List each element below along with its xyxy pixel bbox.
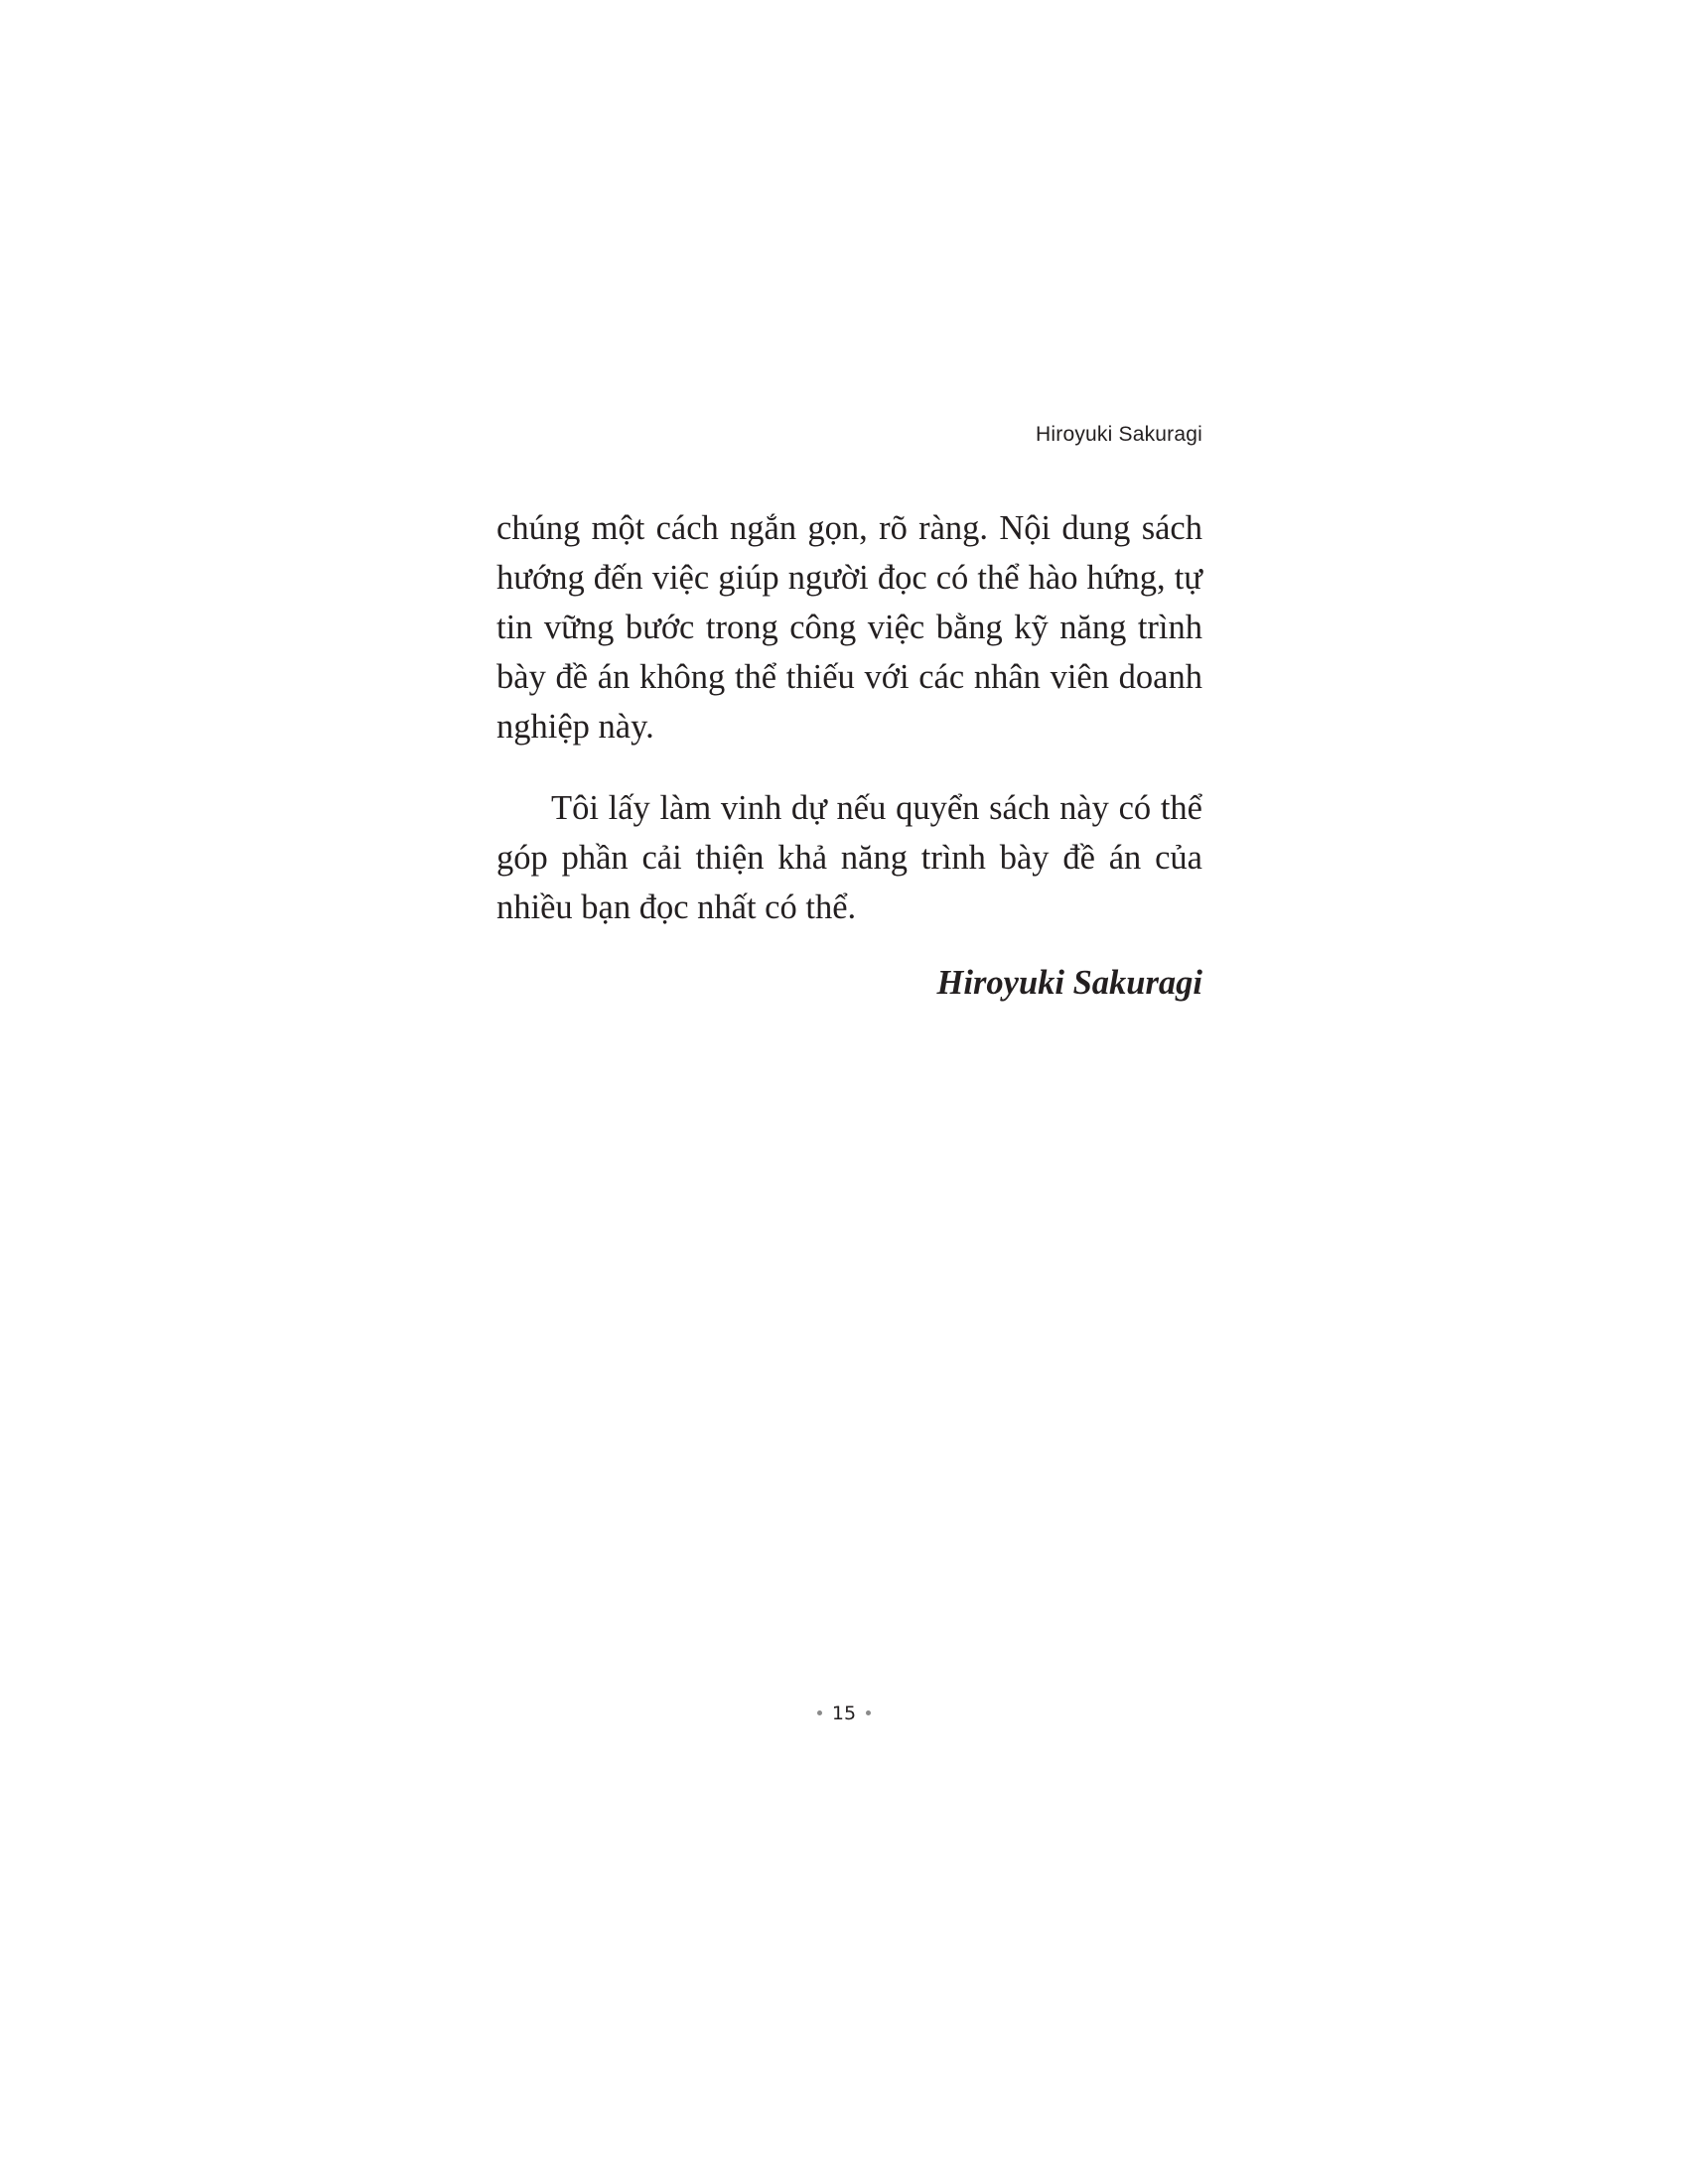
paragraph: Tôi lấy làm vinh dự nếu quyển sách này có thể góp phần cải thiện khả năng trình bày đề án của nhiều bạn đọc nhất có thể. (496, 789, 1202, 926)
running-header: Hiroyuki Sakuragi (1036, 423, 1202, 446)
paragraph: chúng một cách ngắn gọn, rõ ràng. Nội dung sách hướng đến việc giúp người đọc có thể hào hứng, tự tin vững bước trong công việc bằng kỹ năng trình bày đề án không thể thiếu với các nhân viên doanh nghiệp này. (496, 509, 1202, 746)
body-text (496, 503, 1202, 1008)
page-number: 15 (831, 1703, 857, 1724)
bullet-ornament-icon (866, 1710, 871, 1715)
author-signature: Hiroyuki Sakuragi (936, 964, 1202, 1002)
page-number-footer (0, 1703, 1688, 1724)
bullet-ornament-icon (817, 1710, 822, 1715)
